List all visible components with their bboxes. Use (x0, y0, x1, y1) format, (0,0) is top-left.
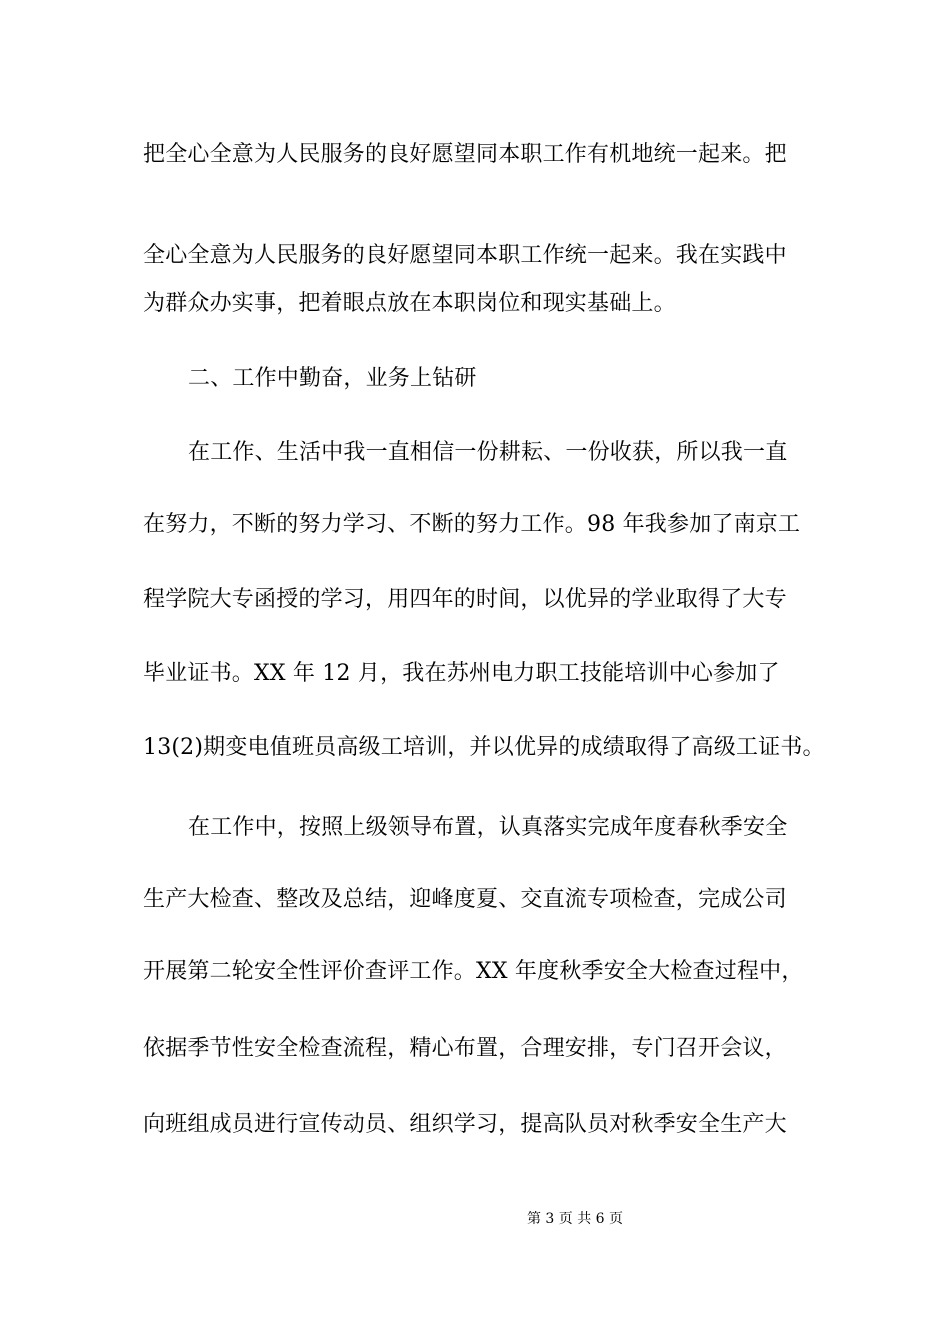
paragraph-line: 向班组成员进行宣传动员、组织学习，提高队员对秋季安全生产大 (143, 1112, 787, 1137)
paragraph-line: 在工作中，按照上级领导布置，认真落实完成年度春秋季安全 (188, 815, 788, 840)
paragraph-line: 全心全意为人民服务的良好愿望同本职工作统一起来。我在实践中 (143, 243, 787, 268)
paragraph-line: 开展第二轮安全性评价查评工作。XX 年度秋季安全大检查过程中， (143, 959, 804, 984)
paragraph-line: 为群众办实事，把着眼点放在本职岗位和现实基础上。 (143, 291, 676, 316)
paragraph-line: 程学院大专函授的学习，用四年的时间，以优异的学业取得了大专 (143, 587, 787, 612)
page-number: 第 3 页 共 6 页 (526, 1211, 624, 1227)
page-footer (0, 1209, 950, 1229)
paragraph-line: 生产大检查、整改及总结，迎峰度夏、交直流专项检查，完成公司 (143, 887, 787, 912)
paragraph-line: 依据季节性安全检查流程，精心布置，合理安排，专门召开会议， (143, 1036, 787, 1061)
section-heading: 二、工作中勤奋，业务上钻研 (188, 366, 477, 391)
paragraph-line: 毕业证书。XX 年 12 月，我在苏州电力职工技能培训中心参加了 (143, 661, 780, 686)
paragraph-line: 13(2)期变电值班员高级工培训，并以优异的成绩取得了高级工证书。 (143, 735, 825, 760)
paragraph-line: 把全心全意为人民服务的良好愿望同本职工作有机地统一起来。把 (143, 142, 787, 167)
paragraph-line: 在努力，不断的努力学习、不断的努力工作。98 年我参加了南京工 (143, 512, 801, 537)
paragraph-line: 在工作、生活中我一直相信一份耕耘、一份收获，所以我一直 (188, 440, 788, 465)
